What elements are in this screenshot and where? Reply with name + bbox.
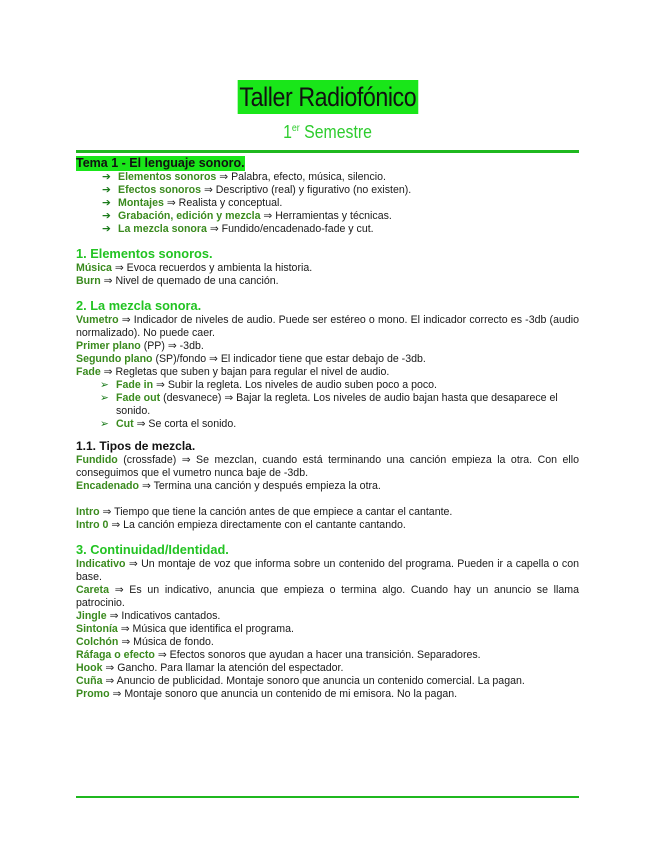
- definition: ⇒ Fundido/encadenado-fade y cut.: [206, 223, 374, 235]
- term: Efectos sonoros: [118, 184, 202, 196]
- definition-line: [76, 314, 579, 340]
- definition-line: [76, 353, 579, 366]
- definition: ⇒ Regletas que suben y bajan para regular el nivel de audio.: [100, 366, 390, 378]
- list-item: [102, 210, 579, 223]
- definition-line: [76, 454, 579, 480]
- definition-line: [76, 649, 579, 662]
- definition-line: [76, 558, 579, 584]
- term: Colchón: [76, 636, 119, 648]
- definition: ⇒ Indicativos cantados.: [106, 610, 221, 622]
- definition: ⇒ Nivel de quemado de una canción.: [100, 275, 279, 287]
- list-item: [100, 392, 579, 418]
- list-item: [100, 418, 579, 431]
- section-heading-1: 1. Elementos sonoros.: [76, 246, 213, 261]
- definition: ⇒ Subir la regleta. Los niveles de audio suben poco a poco.: [153, 379, 438, 391]
- term: Cuña: [76, 675, 103, 687]
- definition: ⇒ Montaje sonoro que anuncia un contenido de mi emisora. No la pagan.: [109, 688, 458, 700]
- term: Intro 0: [76, 519, 109, 531]
- term: Segundo plano: [76, 353, 153, 365]
- fade-sublist: [76, 379, 579, 431]
- term: Careta: [76, 584, 109, 596]
- arrow-bullet-icon: ➔: [102, 171, 111, 183]
- definition-line: [76, 506, 579, 519]
- definition: (PP) ⇒ -3db.: [140, 340, 204, 352]
- definition: ⇒ Anuncio de publicidad. Montaje sonoro que anuncia un contenido comercial. La pagan.: [102, 675, 525, 687]
- page-title: Taller Radiofónico: [239, 82, 416, 112]
- term: Montajes: [118, 197, 164, 209]
- definition-line: [76, 623, 579, 636]
- title-block: [0, 80, 655, 143]
- term: Promo: [76, 688, 110, 700]
- definition-line: [76, 519, 579, 532]
- document-body: [76, 156, 579, 701]
- triangle-bullet-icon: ➢: [100, 392, 109, 404]
- definition-line: [76, 480, 579, 493]
- term: Jingle: [76, 610, 107, 622]
- term: Sintonía: [76, 623, 118, 635]
- section-heading-2: 2. La mezcla sonora.: [76, 298, 202, 313]
- definition-line: [76, 366, 579, 379]
- triangle-bullet-icon: ➢: [100, 418, 109, 430]
- arrow-bullet-icon: ➔: [102, 223, 111, 235]
- section-heading-3: 3. Continuidad/Identidad.: [76, 542, 229, 557]
- definition: ⇒ Es un indicativo, anuncia que empieza o termina algo. Cuando hay un anuncio se llama patrocinio.: [76, 584, 579, 609]
- term: Cut: [116, 418, 134, 430]
- definition-line: [76, 688, 579, 701]
- definition-line: [76, 584, 579, 610]
- definition: ⇒ Indicador de niveles de audio. Puede ser estéreo o mono. El indicador correcto es -3db (audio normalizado). No puede caer.: [76, 314, 579, 339]
- definition-line: [76, 275, 579, 288]
- definition-line: [76, 610, 579, 623]
- list-item: [100, 379, 579, 392]
- top-divider: [76, 150, 579, 153]
- term: Indicativo: [76, 558, 126, 570]
- definition-line: [76, 675, 579, 688]
- term: Hook: [76, 662, 103, 674]
- spacer: [76, 493, 579, 506]
- definition: ⇒ Herramientas y técnicas.: [260, 210, 392, 222]
- term: Elementos sonoros: [118, 171, 217, 183]
- definition: ⇒ Realista y conceptual.: [163, 197, 283, 209]
- definition: (SP)/fondo ⇒ El indicador tiene que estar debajo de -3db.: [152, 353, 426, 365]
- term: Fade: [76, 366, 101, 378]
- definition: ⇒ Efectos sonoros que ayudan a hacer una transición. Separadores.: [154, 649, 481, 661]
- definition: (desvanece) ⇒ Bajar la regleta. Los niveles de audio bajan hasta que desaparece el sonido.: [116, 392, 558, 417]
- definition-line: [76, 636, 579, 649]
- term: Fade in: [116, 379, 154, 391]
- term: Fundido: [76, 454, 118, 466]
- term: Burn: [76, 275, 101, 287]
- list-item: [102, 184, 579, 197]
- definition: ⇒ Descriptivo (real) y figurativo (no existen).: [201, 184, 412, 196]
- definition: ⇒ Música de fondo.: [118, 636, 214, 648]
- arrow-bullet-icon: ➔: [102, 184, 111, 196]
- term: Primer plano: [76, 340, 141, 352]
- term: Encadenado: [76, 480, 139, 492]
- overview-list: [76, 171, 579, 236]
- definition: ⇒ La canción empieza directamente con el cantante cantando.: [108, 519, 406, 531]
- definition: ⇒ Un montaje de voz que informa sobre un contenido del programa. Pueden ir a capella o con base.: [76, 558, 579, 583]
- term: Intro: [76, 506, 100, 518]
- term: Ráfaga o efecto: [76, 649, 155, 661]
- arrow-bullet-icon: ➔: [102, 197, 111, 209]
- list-item: [102, 197, 579, 210]
- term: Fade out: [116, 392, 161, 404]
- list-item: [102, 223, 579, 236]
- term: Grabación, edición y mezcla: [118, 210, 261, 222]
- definition-line: [76, 340, 579, 353]
- definition: ⇒ Palabra, efecto, música, silencio.: [216, 171, 386, 183]
- definition-line: [76, 262, 579, 275]
- section-heading-1-1: 1.1. Tipos de mezcla.: [76, 439, 196, 453]
- term: Vumetro: [76, 314, 119, 326]
- definition: ⇒ Gancho. Para llamar la atención del espectador.: [102, 662, 344, 674]
- term: Música: [76, 262, 112, 274]
- tema-heading: Tema 1 - El lenguaje sonoro.: [76, 156, 245, 170]
- definition: ⇒ Música que identifica el programa.: [117, 623, 294, 635]
- subtitle-sup: er: [291, 123, 300, 134]
- definition: ⇒ Evoca recuerdos y ambienta la historia.: [111, 262, 313, 274]
- bottom-divider: [76, 796, 579, 798]
- list-item: [102, 171, 579, 184]
- definition-line: [76, 662, 579, 675]
- arrow-bullet-icon: ➔: [102, 210, 111, 222]
- definition: ⇒ Se corta el sonido.: [133, 418, 237, 430]
- term: La mezcla sonora: [118, 223, 207, 235]
- definition: ⇒ Termina una canción y después empieza la otra.: [139, 480, 381, 492]
- triangle-bullet-icon: ➢: [100, 379, 109, 391]
- page-subtitle: [39, 118, 615, 143]
- subtitle-number: 1: [283, 122, 292, 142]
- subtitle-text: Semestre: [304, 122, 372, 142]
- definition: (crossfade) ⇒ Se mezclan, cuando está terminando una canción empieza la otra. Con ello conseguimos que el vumetro nunca baje de -3db.: [76, 454, 579, 479]
- definition: ⇒ Tiempo que tiene la canción antes de que empiece a cantar el cantante.: [99, 506, 453, 518]
